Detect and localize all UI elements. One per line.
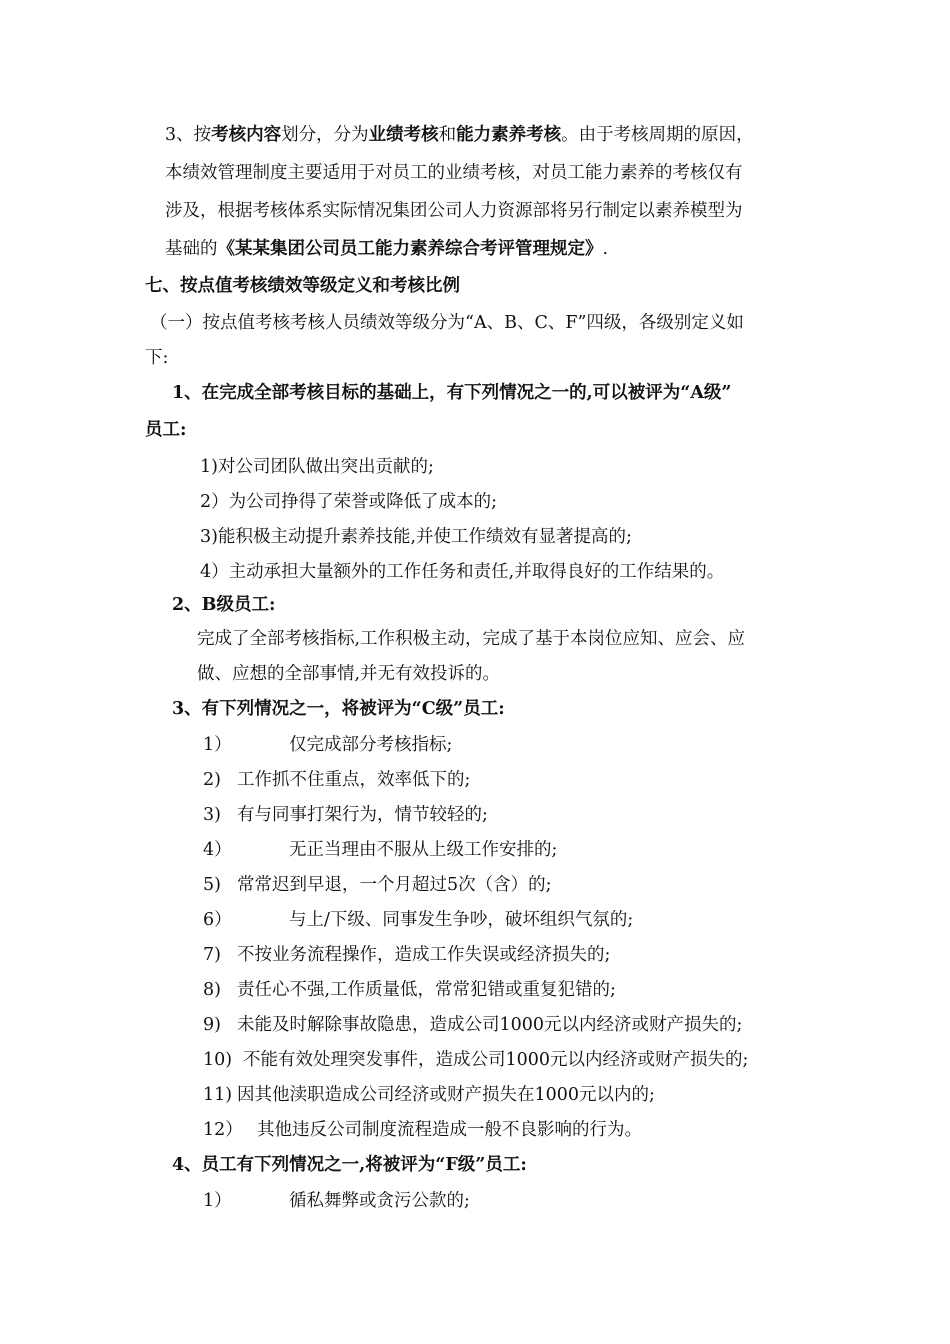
para3-prefix: 3、按 [165, 125, 212, 145]
list-text: 不能有效处理突发事件，造成公司1000元以内经济或财产损失的; [243, 1050, 749, 1070]
list-number: 3) [203, 805, 221, 825]
grade-a-item: 3)能积极主动提升素养技能,并使工作绩效有显著提高的; [200, 527, 632, 547]
grade-f-heading: 4、员工有下列情况之一,将被评为“F级”员工: [172, 1155, 527, 1175]
para3-line4-suffix: . [602, 239, 609, 259]
para3-bold-performance: 业绩考核 [368, 125, 439, 145]
grade-c-item [203, 768, 471, 792]
list-text: 常常迟到早退，一个月超过5次（含）的; [237, 875, 552, 895]
list-text: 其他违反公司制度流程造成一般不良影响的行为。 [257, 1120, 642, 1140]
list-number: 1） [203, 1191, 232, 1211]
para3-line1 [165, 123, 754, 147]
grade-a-item: 1)对公司团队做出突出贡献的; [200, 457, 434, 477]
grade-b-line2: 做、应想的全部事情,并无有效投诉的。 [197, 664, 501, 684]
section-7-heading: 七、按点值考核绩效等级定义和考核比例 [145, 276, 460, 296]
grade-c-item [203, 803, 488, 827]
para3-mid2: 和 [438, 125, 457, 145]
sub1-line1: （一）按点值考核考核人员绩效等级分为“A、B、C、F”四级，各级别定义如 [150, 313, 744, 333]
para3-mid1: 划分，分为 [281, 125, 369, 145]
grade-c-heading: 3、有下列情况之一，将被评为“C级”员工: [172, 699, 505, 719]
list-text: 与上/下级、同事发生争吵，破坏组织气氛的; [289, 910, 634, 930]
grade-f-item [203, 1189, 470, 1213]
grade-c-item [203, 1048, 749, 1072]
list-text: 循私舞弊或贪污公款的; [289, 1191, 470, 1211]
list-number: 12） [203, 1120, 243, 1140]
grade-a-item: 4）主动承担大量额外的工作任务和责任,并取得良好的工作结果的。 [200, 562, 725, 582]
grade-c-item [203, 1013, 743, 1037]
list-number: 11) [203, 1085, 233, 1105]
grade-c-item [203, 908, 634, 932]
para3-line4 [165, 237, 608, 261]
list-number: 4） [203, 840, 232, 860]
para3-line3: 涉及，根据考核体系实际情况集团公司人力资源部将另行制定以素养模型为 [165, 201, 743, 221]
list-text: 不按业务流程操作，造成工作失误或经济损失的; [237, 945, 611, 965]
para3-suffix: 。由于考核周期的原因， [561, 125, 754, 145]
grade-c-item [203, 943, 611, 967]
grade-a-item: 2）为公司挣得了荣誉或降低了成本的; [200, 492, 498, 512]
list-text: 仅完成部分考核指标; [289, 735, 453, 755]
para3-line4-prefix: 基础的 [165, 239, 218, 259]
sub1-line2: 下: [145, 348, 169, 368]
para3-line2: 本绩效管理制度主要适用于对员工的业绩考核，对员工能力素养的考核仅有 [165, 163, 743, 183]
list-text: 无正当理由不服从上级工作安排的; [289, 840, 558, 860]
para3-bold-competence: 能力素养考核 [456, 125, 562, 145]
list-text: 未能及时解除事故隐患，造成公司1000元以内经济或财产损失的; [237, 1015, 743, 1035]
list-number: 10) [203, 1050, 233, 1070]
grade-b-heading: 2、B级员工: [172, 595, 276, 615]
list-number: 5) [203, 875, 221, 895]
list-number: 1） [203, 735, 232, 755]
list-number: 8) [203, 980, 221, 1000]
grade-a-heading-line1: 1、在完成全部考核目标的基础上，有下列情况之一的,可以被评为“A级” [172, 383, 732, 403]
list-text: 有与同事打架行为，情节较轻的; [237, 805, 488, 825]
list-text: 因其他渎职造成公司经济或财产损失在1000元以内的; [237, 1085, 655, 1105]
grade-c-item [203, 733, 453, 757]
para3-bold-content: 考核内容 [211, 125, 282, 145]
list-number: 6） [203, 910, 232, 930]
grade-c-item [203, 873, 552, 897]
grade-c-item [203, 1083, 655, 1107]
grade-c-item [203, 838, 558, 862]
list-number: 7) [203, 945, 221, 965]
list-number: 9) [203, 1015, 221, 1035]
grade-c-item [203, 1118, 642, 1142]
para3-regulation-title: 《某某集团公司员工能力素养综合考评管理规定》 [217, 239, 603, 259]
list-number: 2) [203, 770, 221, 790]
grade-c-item [203, 978, 616, 1002]
list-text: 责任心不强,工作质量低，常常犯错或重复犯错的; [237, 980, 616, 1000]
grade-b-line1: 完成了全部考核指标,工作积极主动，完成了基于本岗位应知、应会、应 [197, 629, 746, 649]
grade-a-heading-line2: 员工: [145, 420, 187, 440]
list-text: 工作抓不住重点，效率低下的; [237, 770, 471, 790]
